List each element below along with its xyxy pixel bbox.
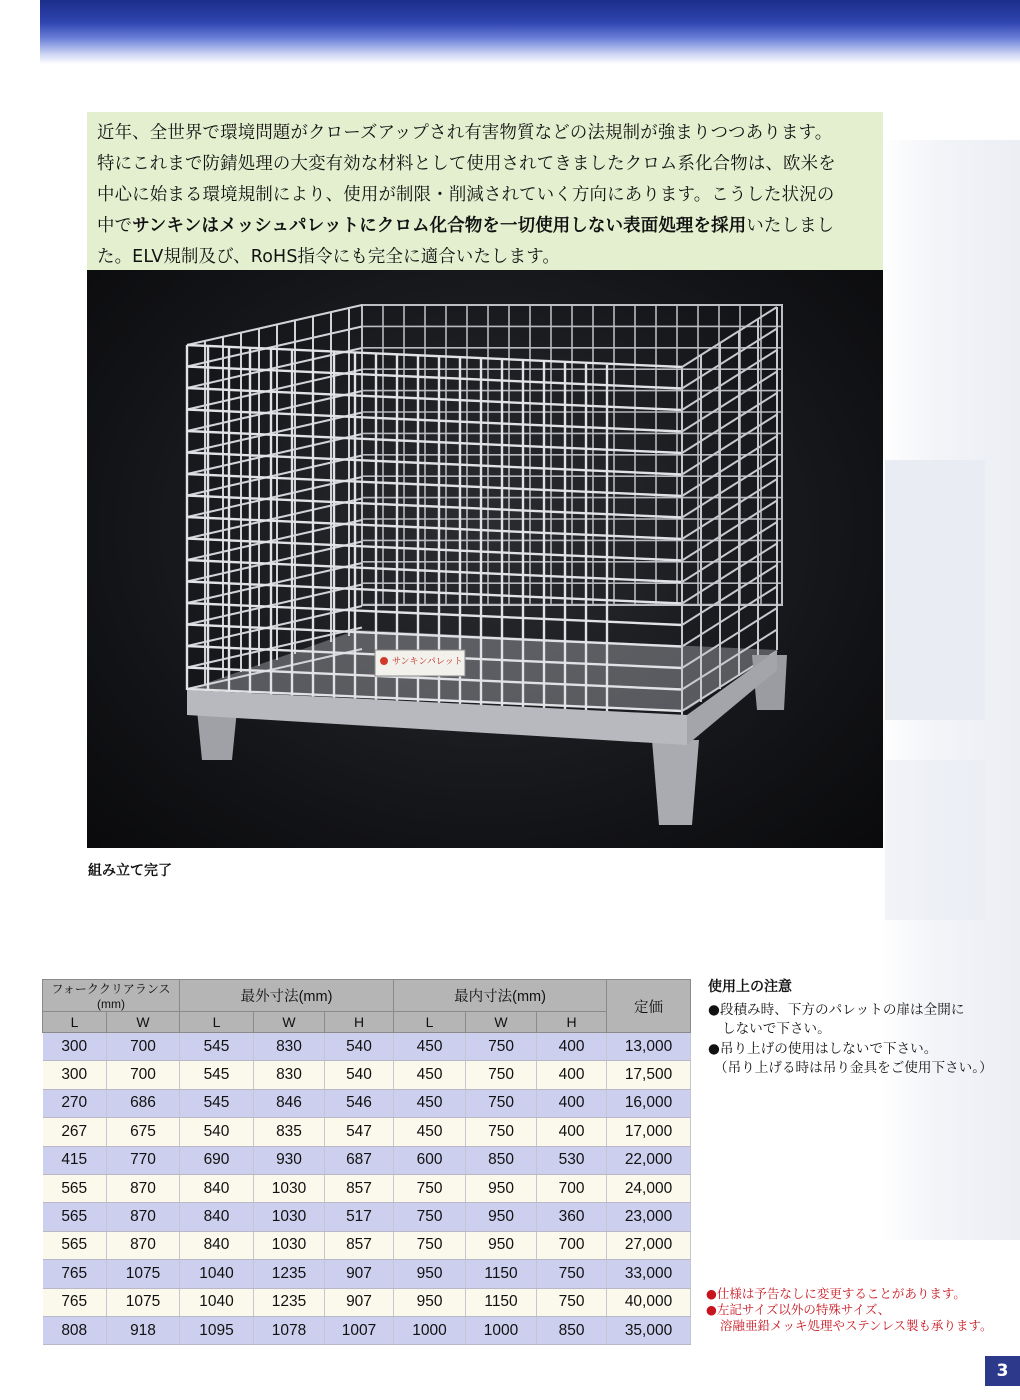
table-cell: 33,000 — [607, 1260, 691, 1288]
spec-price-table — [42, 979, 691, 1345]
intro-line: た。ELV規制及び、RoHS指令にも完全に適合いたします。 — [97, 247, 561, 267]
pallet-leg — [652, 740, 699, 825]
table-cell: 1075 — [107, 1288, 180, 1316]
table-row — [43, 1146, 691, 1174]
table-cell: 22,000 — [607, 1146, 691, 1174]
table-cell: 950 — [466, 1203, 537, 1231]
table-cell: 907 — [325, 1260, 394, 1288]
table-cell: 300 — [43, 1061, 107, 1089]
table-cell: 1040 — [180, 1260, 254, 1288]
table-cell: 870 — [107, 1231, 180, 1259]
mesh-wire — [187, 305, 362, 345]
product-label-text: サンキンパレット — [392, 657, 463, 667]
table-cell: 300 — [43, 1033, 107, 1061]
table-cell: 1030 — [254, 1231, 325, 1259]
table-cell: 850 — [466, 1146, 537, 1174]
table-cell: 1150 — [466, 1260, 537, 1288]
table-row — [43, 1288, 691, 1316]
facing-page-bleed-block — [885, 760, 985, 920]
header-outer-dimensions: 最外寸法(mm) — [180, 980, 394, 1012]
table-cell: 545 — [180, 1061, 254, 1089]
intro-text: 中で — [97, 216, 133, 236]
header-price: 定価 — [607, 980, 691, 1033]
table-row — [43, 1033, 691, 1061]
table-cell: 565 — [43, 1231, 107, 1259]
table-cell: 17,500 — [607, 1061, 691, 1089]
table-cell: 750 — [537, 1260, 607, 1288]
subheader-l: L — [180, 1012, 254, 1033]
table-cell: 750 — [466, 1061, 537, 1089]
table-cell: 830 — [254, 1061, 325, 1089]
table-cell: 1000 — [466, 1316, 537, 1344]
table-cell: 17,000 — [607, 1118, 691, 1146]
table-cell: 450 — [394, 1033, 466, 1061]
table-cell: 1007 — [325, 1316, 394, 1344]
spec-remark: ●仕様は予告なしに変更することがあります。 — [706, 1286, 966, 1301]
table-cell: 267 — [43, 1118, 107, 1146]
table-cell: 27,000 — [607, 1231, 691, 1259]
table-cell: 540 — [180, 1118, 254, 1146]
table-cell: 450 — [394, 1061, 466, 1089]
intro-text: いたしまし — [746, 216, 835, 236]
table-cell: 700 — [537, 1231, 607, 1259]
table-cell: 808 — [43, 1316, 107, 1344]
table-cell: 1000 — [394, 1316, 466, 1344]
subheader-w: W — [107, 1012, 180, 1033]
table-row — [43, 1118, 691, 1146]
usage-note: （吊り上げる時は吊り金具をご使用下さい。） — [714, 1060, 993, 1076]
table-cell: 700 — [537, 1174, 607, 1202]
table-cell: 565 — [43, 1174, 107, 1202]
mesh-pallet-illustration — [87, 270, 883, 848]
table-cell: 870 — [107, 1174, 180, 1202]
table-row — [43, 1260, 691, 1288]
spec-remarks — [706, 1286, 992, 1334]
usage-note: しないで下さい。 — [722, 1021, 831, 1037]
table-row — [43, 1061, 691, 1089]
usage-notes-title: 使用上の注意 — [708, 979, 792, 995]
table-cell: 930 — [254, 1146, 325, 1174]
table-cell: 750 — [394, 1174, 466, 1202]
top-header-band — [40, 0, 1020, 64]
photo-caption: 組み立て完了 — [88, 863, 172, 879]
header-fork-clearance: フォーククリアランス(mm) — [43, 980, 180, 1012]
table-cell: 400 — [537, 1089, 607, 1117]
page-number: 3 — [985, 1356, 1020, 1386]
table-cell: 857 — [325, 1231, 394, 1259]
table-cell: 846 — [254, 1089, 325, 1117]
table-cell: 1040 — [180, 1288, 254, 1316]
table-cell: 950 — [466, 1231, 537, 1259]
table-row — [43, 1203, 691, 1231]
usage-notes — [708, 978, 993, 1079]
table-cell: 270 — [43, 1089, 107, 1117]
subheader-l: L — [394, 1012, 466, 1033]
table-cell: 840 — [180, 1231, 254, 1259]
table-cell: 950 — [466, 1174, 537, 1202]
table-cell: 545 — [180, 1033, 254, 1061]
table-cell: 907 — [325, 1288, 394, 1316]
table-cell: 415 — [43, 1146, 107, 1174]
facing-page-bleed-block — [885, 460, 985, 720]
table-cell: 770 — [107, 1146, 180, 1174]
intro-paragraph — [87, 112, 883, 270]
table-cell: 950 — [394, 1288, 466, 1316]
intro-line — [97, 211, 883, 242]
table-cell: 546 — [325, 1089, 394, 1117]
table-cell: 750 — [394, 1203, 466, 1231]
spec-remark: 溶融亜鉛メッキ処理やステンレス製も承ります。 — [720, 1318, 993, 1333]
subheader-w: W — [466, 1012, 537, 1033]
subheader-h: H — [537, 1012, 607, 1033]
table-cell: 450 — [394, 1118, 466, 1146]
table-cell: 918 — [107, 1316, 180, 1344]
table-cell: 540 — [325, 1061, 394, 1089]
table-cell: 530 — [537, 1146, 607, 1174]
table-cell: 545 — [180, 1089, 254, 1117]
intro-line: 特にこれまで防錆処理の大変有効な材料として使用されてきましたクロム系化合物は、欧米を — [97, 154, 836, 174]
table-cell: 40,000 — [607, 1288, 691, 1316]
mesh-pallet-photo — [87, 270, 883, 848]
intro-highlight: サンキンはメッシュパレットにクロム化合物を一切使用しない表面処理を採用 — [132, 216, 747, 236]
brand-logo-mark — [380, 657, 388, 665]
table-cell: 840 — [180, 1174, 254, 1202]
table-cell: 870 — [107, 1203, 180, 1231]
table-cell: 750 — [394, 1231, 466, 1259]
spec-remark: ●左記サイズ以外の特殊サイズ、 — [706, 1302, 891, 1317]
header-inner-dimensions: 最内寸法(mm) — [394, 980, 607, 1012]
table-cell: 835 — [254, 1118, 325, 1146]
table-cell: 35,000 — [607, 1316, 691, 1344]
table-cell: 750 — [466, 1033, 537, 1061]
table-cell: 600 — [394, 1146, 466, 1174]
table-cell: 830 — [254, 1033, 325, 1061]
table-cell: 1075 — [107, 1260, 180, 1288]
table-cell: 13,000 — [607, 1033, 691, 1061]
table-row — [43, 1231, 691, 1259]
table-cell: 1235 — [254, 1260, 325, 1288]
subheader-h: H — [325, 1012, 394, 1033]
table-cell: 24,000 — [607, 1174, 691, 1202]
intro-line: 近年、全世界で環境問題がクローズアップされ有害物質などの法規制が強まりつつあります。 — [97, 123, 833, 143]
table-cell: 517 — [325, 1203, 394, 1231]
table-cell: 1078 — [254, 1316, 325, 1344]
table-cell: 687 — [325, 1146, 394, 1174]
table-cell: 675 — [107, 1118, 180, 1146]
table-cell: 840 — [180, 1203, 254, 1231]
table-row — [43, 1089, 691, 1117]
table-cell: 857 — [325, 1174, 394, 1202]
table-cell: 1030 — [254, 1174, 325, 1202]
table-cell: 23,000 — [607, 1203, 691, 1231]
table-cell: 540 — [325, 1033, 394, 1061]
usage-note: ●段積み時、下方のパレットの扉は全開に — [708, 1001, 965, 1018]
table-cell: 16,000 — [607, 1089, 691, 1117]
table-cell: 1095 — [180, 1316, 254, 1344]
subheader-l: L — [43, 1012, 107, 1033]
table-cell: 750 — [537, 1288, 607, 1316]
table-cell: 950 — [394, 1260, 466, 1288]
table-cell: 690 — [180, 1146, 254, 1174]
table-cell: 565 — [43, 1203, 107, 1231]
table-cell: 765 — [43, 1260, 107, 1288]
table-cell: 1235 — [254, 1288, 325, 1316]
table-cell: 700 — [107, 1033, 180, 1061]
table-row — [43, 1174, 691, 1202]
table-cell: 1030 — [254, 1203, 325, 1231]
table-cell: 1150 — [466, 1288, 537, 1316]
table-row — [43, 1316, 691, 1344]
table-cell: 450 — [394, 1089, 466, 1117]
table-cell: 400 — [537, 1118, 607, 1146]
table-cell: 360 — [537, 1203, 607, 1231]
table-cell: 750 — [466, 1089, 537, 1117]
table-cell: 547 — [325, 1118, 394, 1146]
table-cell: 700 — [107, 1061, 180, 1089]
table-cell: 400 — [537, 1033, 607, 1061]
table-cell: 686 — [107, 1089, 180, 1117]
intro-line: 中心に始まる環境規制により、使用が制限・削減されていく方向にあります。こうした状況の — [97, 185, 835, 205]
table-cell: 850 — [537, 1316, 607, 1344]
table-cell: 765 — [43, 1288, 107, 1316]
table-cell: 750 — [466, 1118, 537, 1146]
subheader-w: W — [254, 1012, 325, 1033]
usage-note: ●吊り上げの使用はしないで下さい。 — [708, 1040, 938, 1057]
table-cell: 400 — [537, 1061, 607, 1089]
